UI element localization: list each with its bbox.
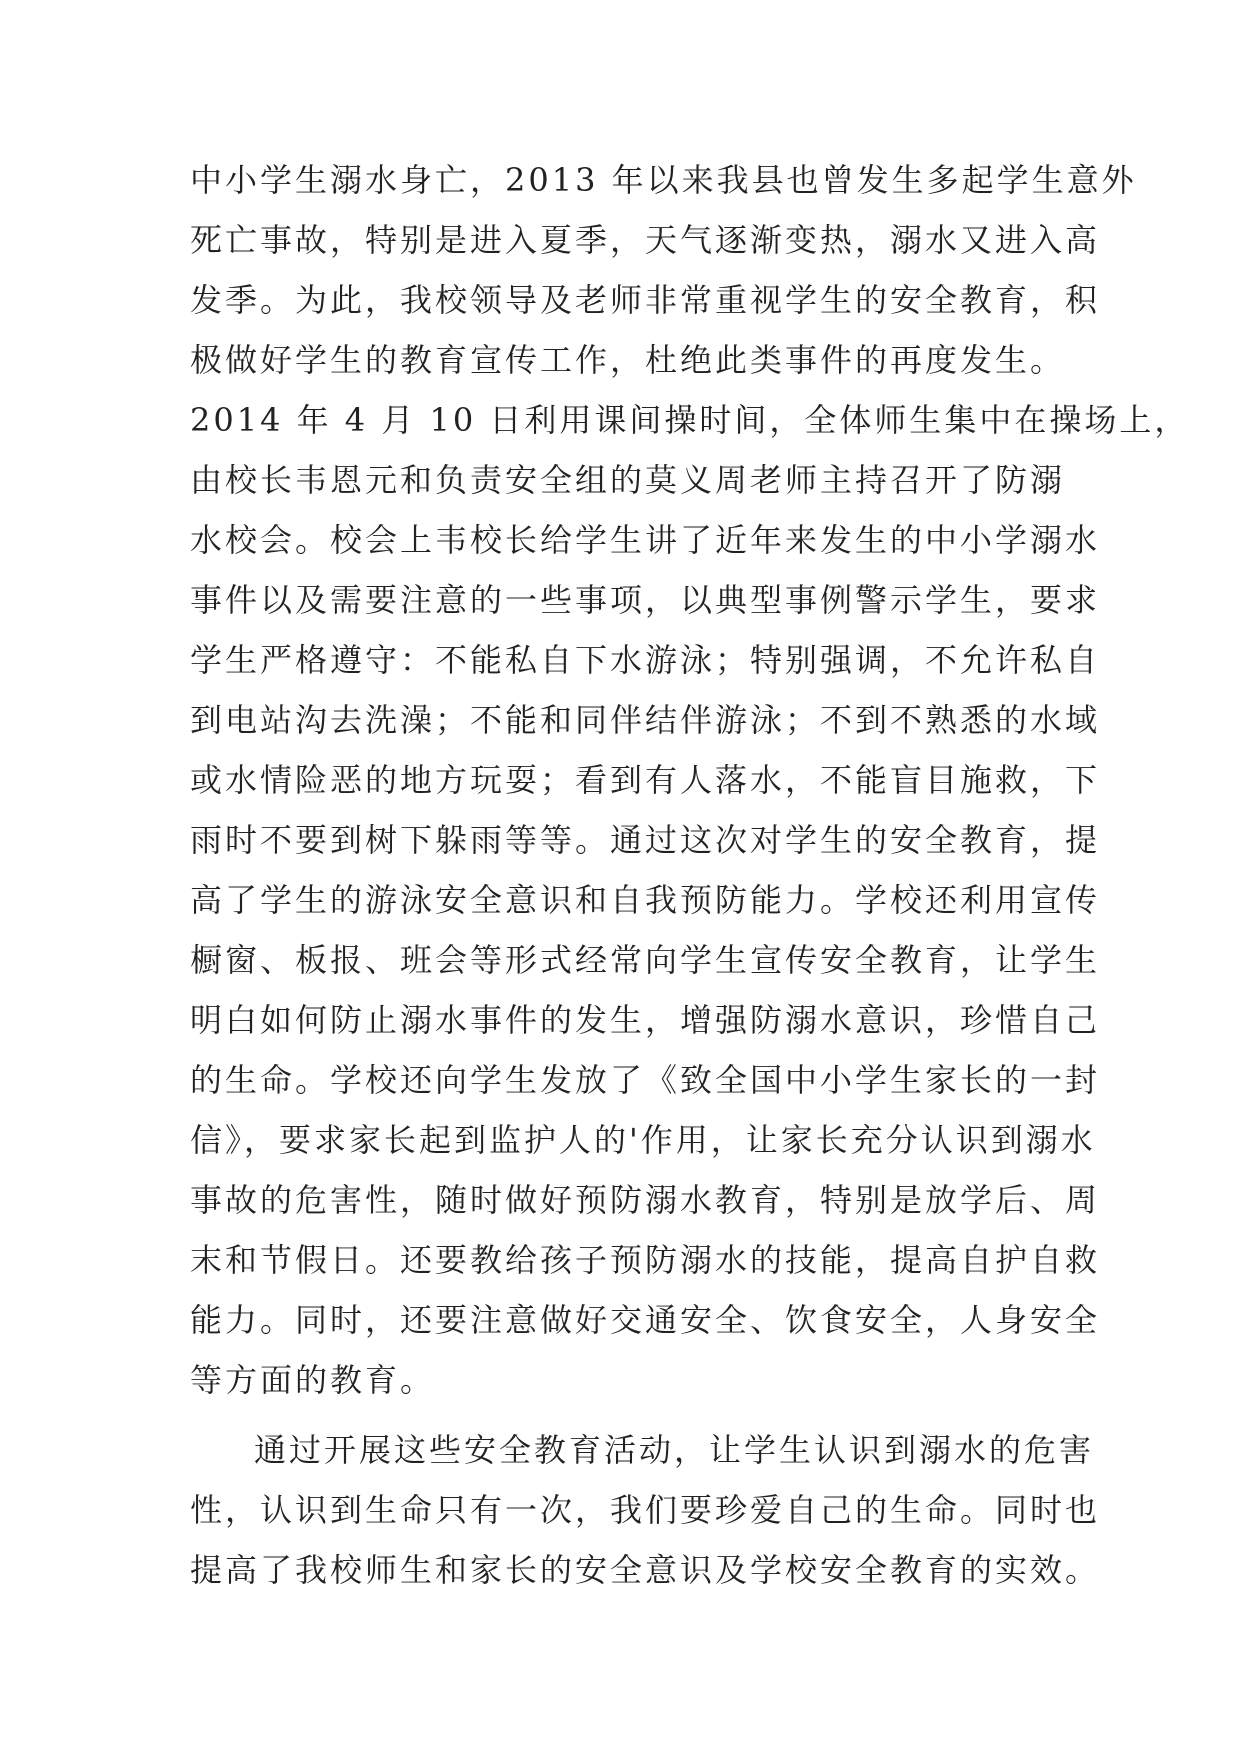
text-line: 事件以及需要注意的一些事项，以典型事例警示学生，要求 (190, 581, 1101, 619)
text-line: 性，认识到生命只有一次，我们要珍爱自己的生命。同时也 (190, 1491, 1101, 1529)
text-line: 发季。为此，我校领导及老师非常重视学生的安全教育，积 (190, 281, 1101, 319)
text-line: 水校会。校会上韦校长给学生讲了近年来发生的中小学溺水 (190, 521, 1101, 559)
document-body (190, 150, 1190, 1600)
text-line: 或水情险恶的地方玩耍；看到有人落水，不能盲目施救，下 (190, 761, 1101, 799)
text-line: 极做好学生的教育宣传工作，杜绝此类事件的再度发生。 (190, 341, 1066, 379)
text-line: 雨时不要到树下躲雨等等。通过这次对学生的安全教育，提 (190, 821, 1101, 859)
text-line: 中小学生溺水身亡，2013 年以来我县也曾发生多起学生意外 (190, 161, 1137, 199)
text-line: 等方面的教育。 (190, 1361, 436, 1399)
text-line: 通过开展这些安全教育活动，让学生认识到溺水的危害 (254, 1431, 1095, 1469)
text-line: 高了学生的游泳安全意识和自我预防能力。学校还利用宣传 (190, 881, 1101, 919)
paragraph-2 (190, 1420, 1101, 1600)
text-line: 事故的危害性，随时做好预防溺水教育，特别是放学后、周 (190, 1181, 1101, 1219)
text-line: 能力。同时，还要注意做好交通安全、饮食安全，人身安全 (190, 1301, 1101, 1339)
text-line: 由校长韦恩元和负责安全组的莫义周老师主持召开了防溺 (190, 461, 1066, 499)
text-line: 橱窗、板报、班会等形式经常向学生宣传安全教育，让学生 (190, 941, 1101, 979)
text-line: 死亡事故，特别是进入夏季，天气逐渐变热，溺水又进入高 (190, 221, 1101, 259)
text-line: 2014 年 4 月 10 日利用课间操时间，全体师生集中在操场上， (190, 401, 1190, 439)
text-line: 信》，要求家长起到监护人的'作用，让家长充分认识到溺水 (190, 1121, 1096, 1159)
text-line: 到电站沟去洗澡；不能和同伴结伴游泳；不到不熟悉的水域 (190, 701, 1101, 739)
text-line: 提高了我校师生和家长的安全意识及学校安全教育的实效。 (190, 1551, 1101, 1589)
text-line: 学生严格遵守：不能私自下水游泳；特别强调，不允许私自 (190, 641, 1101, 679)
paragraph-1 (190, 150, 1190, 1410)
text-line: 末和节假日。还要教给孩子预防溺水的技能，提高自护自救 (190, 1241, 1101, 1279)
text-line: 明白如何防止溺水事件的发生，增强防溺水意识，珍惜自己 (190, 1001, 1101, 1039)
paragraph-spacer (190, 1410, 1070, 1420)
text-line: 的生命。学校还向学生发放了《致全国中小学生家长的一封 (190, 1061, 1101, 1099)
